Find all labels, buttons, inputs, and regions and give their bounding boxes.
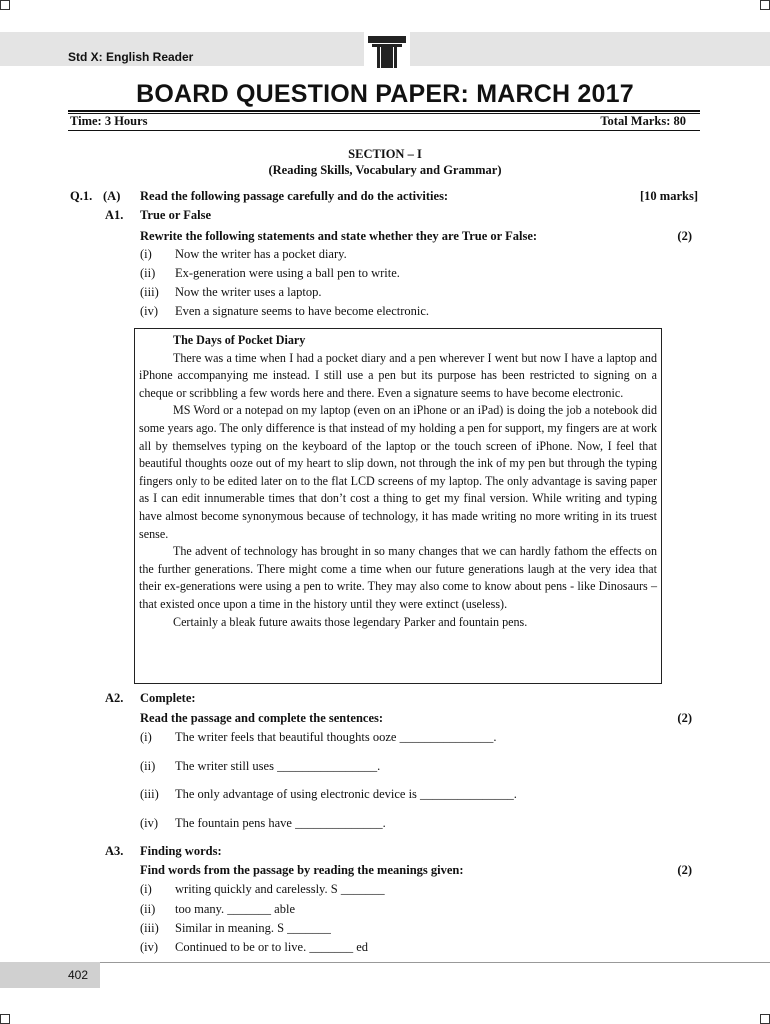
crop-mark-bottom-right — [760, 1014, 770, 1024]
a2-instruction: Read the passage and complete the sentences: — [140, 711, 384, 725]
list-item-number: (iii) — [140, 921, 159, 935]
section-subtitle: (Reading Skills, Vocabulary and Grammar) — [268, 163, 502, 177]
passage-paragraph: MS Word or a notepad on my laptop (even on an iPhone or an iPad) is doing the job a notebook did some years ago. The only difference is that instead of my holding a pen for support, my fingers are at work all by themselves typing on the keyboard of the laptop or the touch screen of iPhone. Now, I feel that beautiful thoughts ooze out of my heart to slip down, not through the ink of my pen but through the typing fingers only to be edited later on to the flat LCD screens of my laptop. The only advantage is saving paper as I can edit innumerable times that don’t cost a thing to get my final version. While writing and typing have almost become synonymous because of technology, it has made writing no more writing in its truest sense. — [139, 403, 657, 541]
list-item-text: The fountain pens have ______________. — [175, 816, 386, 830]
footer-rule — [100, 962, 770, 963]
crop-mark-top-left — [0, 0, 10, 10]
crop-mark-bottom-left — [0, 1014, 10, 1024]
a1-number: A1. — [105, 208, 124, 222]
list-item-text: Now the writer uses a laptop. — [175, 285, 322, 299]
total-marks-label: Total Marks: 80 — [600, 114, 686, 128]
book-label: Std X: English Reader — [68, 50, 194, 64]
page-number: 402 — [68, 968, 89, 982]
list-item-text: Continued to be or to live. _______ ed — [175, 940, 369, 954]
list-item-text: The writer still uses ________________. — [175, 759, 381, 773]
publisher-logo-icon — [364, 30, 410, 70]
passage-box — [134, 328, 662, 684]
list-item-text: Now the writer has a pocket diary. — [175, 247, 347, 261]
list-item-text: Even a signature seems to have become electronic. — [175, 304, 430, 318]
question-part: (A) — [103, 189, 121, 203]
page-footer — [0, 962, 770, 988]
page-title: BOARD QUESTION PAPER: MARCH 2017 — [136, 80, 634, 108]
list-item-number: (ii) — [140, 266, 156, 280]
question-number: Q.1. — [70, 189, 93, 203]
a1-instruction: Rewrite the following statements and state whether they are True or False: — [140, 229, 538, 243]
a3-number: A3. — [105, 844, 124, 858]
passage-title: The Days of Pocket Diary — [173, 333, 306, 347]
page-number-tab — [0, 962, 100, 988]
list-item-text: The writer feels that beautiful thoughts ooze _______________. — [175, 730, 497, 744]
list-item-number: (i) — [140, 730, 152, 744]
a3-marks: (2) — [677, 863, 692, 877]
a3-title: Finding words: — [140, 844, 222, 858]
list-item-number: (iii) — [140, 285, 159, 299]
list-item-text: too many. _______ able — [175, 902, 296, 916]
section-title: SECTION – I — [348, 147, 422, 161]
passage-paragraph: Certainly a bleak future awaits those legendary Parker and fountain pens. — [173, 614, 528, 629]
crop-mark-top-right — [760, 0, 770, 10]
list-item-number: (ii) — [140, 902, 156, 916]
a1-title: True or False — [140, 208, 212, 222]
list-item-number: (iv) — [140, 816, 159, 830]
list-item-text: Similar in meaning. S _______ — [175, 921, 331, 935]
time-label: Time: 3 Hours — [70, 114, 148, 128]
a2-title: Complete: — [140, 691, 196, 705]
list-item-text: writing quickly and carelessly. S _______ — [175, 882, 385, 896]
a2-marks: (2) — [677, 711, 692, 725]
list-item-number: (iii) — [140, 787, 159, 801]
question-instruction: Read the following passage carefully and do the activities: — [140, 189, 449, 203]
passage-paragraph: The advent of technology has brought in so many changes that we can hardly fathom the effects on the further generations. There might come a time when our future generations laugh at the very idea that their ex-generations were using a pen to write. They may also come to know about pens - like Dinosaurs – that existed once upon a time in the history until they were extinct (useless). — [139, 544, 657, 611]
a3-instruction: Find words from the passage by reading the meanings given: — [140, 863, 464, 877]
a2-number: A2. — [105, 691, 124, 705]
passage-paragraph: There was a time when I had a pocket diary and a pen wherever I went but now I have a laptop and iPhone accompanying me instead. I still use a pen but its purpose has been restricted to signing on a cheque or scribbling a few words here and there. Even a signature seems to have become electronic. — [139, 350, 657, 400]
list-item-number: (iv) — [140, 940, 159, 954]
title-rule-thick — [68, 110, 700, 112]
list-item-number: (i) — [140, 247, 152, 261]
list-item-text: The only advantage of using electronic device is _______________. — [175, 787, 517, 801]
meta-rule — [68, 130, 700, 131]
list-item-number: (ii) — [140, 759, 156, 773]
list-item-text: Ex-generation were using a ball pen to write. — [175, 266, 400, 280]
list-item-number: (i) — [140, 882, 152, 896]
list-item-number: (iv) — [140, 304, 159, 318]
a1-marks: (2) — [677, 229, 692, 243]
question-marks: [10 marks] — [640, 189, 698, 203]
